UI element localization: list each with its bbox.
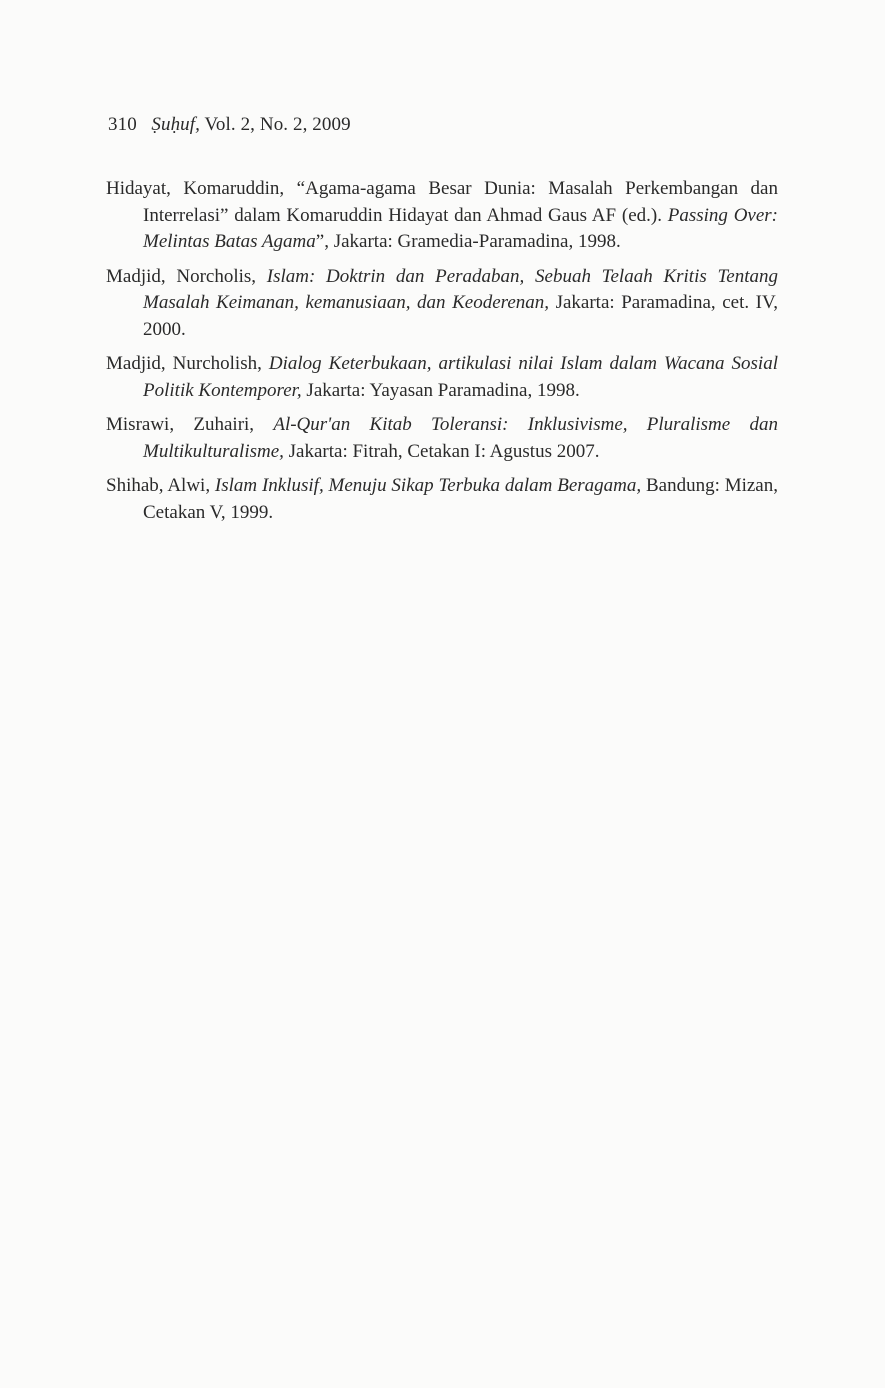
running-header: [108, 114, 351, 136]
page-number: 310: [108, 114, 137, 135]
reference-publication: Bandung: Mizan, Cetakan V, 1999.: [143, 475, 778, 523]
reference-title: Al-Qur'an Kitab Toleransi: Inklusivisme, Pluralisme dan Multikulturalisme,: [143, 414, 778, 462]
reference-publication: Jakarta: Paramadina, cet. IV, 2000.: [143, 292, 778, 340]
reference-title: Dialog Keterbukaan, artikulasi nilai Islam dalam Wacana Sosial Politik Kontemporer,: [143, 353, 778, 401]
bibliography-list: [106, 176, 778, 534]
reference-title: Islam Inklusif, Menuju Sikap Terbuka dalam Beragama,: [214, 475, 642, 496]
reference-entry-madjid-norcholis: [106, 264, 778, 344]
reference-title: Passing Over: Melintas Batas Agama: [143, 204, 779, 252]
reference-entry-hidayat: [106, 176, 778, 256]
reference-title: Islam: Doktrin dan Peradaban, Sebuah Telaah Kritis Tentang Masalah Keimanan, kemanusiaan, dan Keoderenan,: [143, 265, 778, 313]
reference-publication: Jakarta: Yayasan Paramadina, 1998.: [301, 379, 580, 401]
journal-title: Ṣuḥuf,: [151, 114, 201, 135]
reference-text: Misrawi, Zuhairi,: [106, 414, 274, 435]
reference-entry-madjid-nurcholish: [106, 351, 778, 404]
reference-publication: Jakarta: Fitrah, Cetakan I: Agustus 2007.: [283, 440, 600, 462]
reference-text: Madjid, Nurcholish,: [106, 353, 269, 374]
reference-entry-misrawi: [106, 412, 778, 465]
reference-text: Shihab, Alwi,: [106, 475, 215, 496]
reference-publication: ”, Jakarta: Gramedia-Paramadina, 1998.: [315, 231, 621, 252]
reference-text: Hidayat, Komaruddin, “Agama-agama Besar Dunia: Masalah Perkembangan dan Interrelasi” dalam Komaruddin Hidayat dan Ahmad Gaus AF (ed.).: [106, 178, 778, 226]
reference-entry-shihab: [106, 473, 778, 526]
journal-issue: Vol. 2, No. 2, 2009: [204, 114, 351, 135]
reference-text: Madjid, Norcholis,: [106, 265, 267, 287]
